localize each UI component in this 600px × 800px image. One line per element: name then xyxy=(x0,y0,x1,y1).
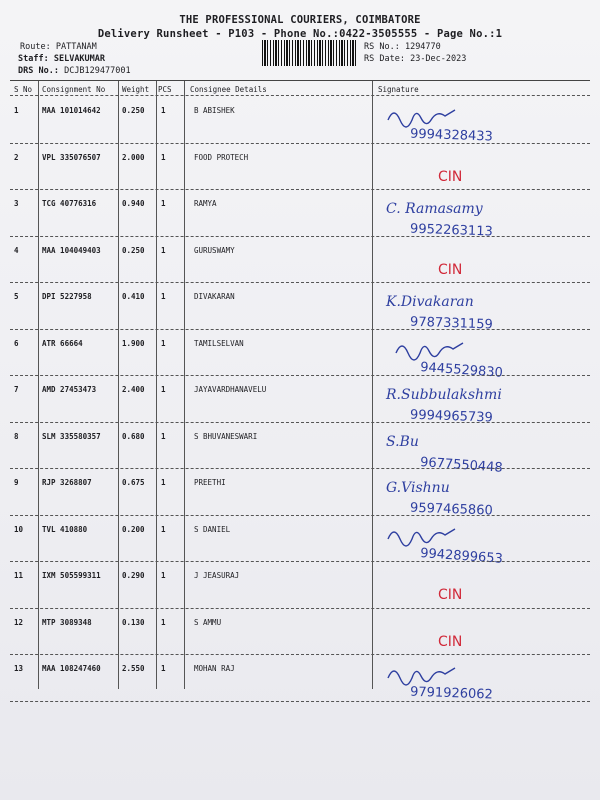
column-header-pcs: PCS xyxy=(158,85,172,94)
row-weight: 1.900 xyxy=(122,338,145,348)
row-consignee: DIVAKARAN xyxy=(194,292,235,301)
row-pcs: 1 xyxy=(161,152,166,162)
signature-name: K.Divakaran xyxy=(386,294,474,310)
row-sno: 11 xyxy=(14,571,24,580)
row-sno: 12 xyxy=(14,617,24,627)
row-pcs: 1 xyxy=(161,292,166,301)
signature-phone: 9787331159 xyxy=(409,314,493,333)
row-separator xyxy=(10,515,590,516)
staff-label: Staff: xyxy=(18,54,49,64)
row-consignment-no: SLM 335580357 xyxy=(42,431,101,441)
signature-phone: 9994965739 xyxy=(409,407,493,426)
signature-phone: 9677550448 xyxy=(419,454,504,476)
row-pcs: 1 xyxy=(161,199,166,208)
row-consignee: FOOD PROTECH xyxy=(194,152,249,162)
row-sno: 8 xyxy=(14,431,19,441)
signature-phone: 9445529830 xyxy=(419,359,504,381)
row-pcs: 1 xyxy=(161,385,166,394)
rs-no-field xyxy=(364,42,441,52)
row-consignee: MOHAN RAJ xyxy=(194,664,235,673)
signature-stroke xyxy=(388,110,455,127)
row-consignment-no: MTP 3089348 xyxy=(42,617,92,627)
route-field xyxy=(20,42,97,52)
row-separator xyxy=(10,561,590,562)
row-sno: 7 xyxy=(14,385,19,394)
route-label: Route: xyxy=(20,42,51,52)
column-divider xyxy=(118,81,119,689)
document-subtitle: Delivery Runsheet - P103 - Phone No.:0422-3505555 - Page No.:1 xyxy=(97,28,503,40)
column-divider xyxy=(372,81,373,689)
row-separator xyxy=(10,468,590,469)
row-pcs: 1 xyxy=(161,524,166,534)
row-consignee: GURUSWAMY xyxy=(194,245,235,255)
row-pcs: 1 xyxy=(161,431,166,441)
row-consignee: TAMILSELVAN xyxy=(194,338,244,348)
signature-stroke xyxy=(388,529,455,546)
row-weight: 0.250 xyxy=(122,106,145,115)
row-consignment-no: MAA 101014642 xyxy=(42,106,101,115)
cin-mark: CIN xyxy=(438,168,463,185)
row-pcs: 1 xyxy=(161,106,166,115)
handwritten-signature xyxy=(380,656,590,712)
row-sno: 10 xyxy=(14,524,24,534)
row-separator xyxy=(10,236,590,237)
row-consignee: PREETHI xyxy=(194,478,226,487)
row-pcs: 1 xyxy=(161,478,166,487)
row-consignee: RAMYA xyxy=(194,199,217,208)
row-weight: 2.000 xyxy=(122,152,145,162)
drs-label: DRS No.: xyxy=(18,66,59,76)
column-header-sno: S No xyxy=(14,85,33,94)
row-weight: 0.200 xyxy=(122,524,145,534)
row-separator xyxy=(10,654,590,655)
drs-field xyxy=(18,66,131,76)
staff-field xyxy=(18,54,105,64)
signature-stroke xyxy=(388,668,455,685)
row-consignee: S AMMU xyxy=(194,617,222,627)
row-consignment-no: TCG 40776316 xyxy=(42,199,97,208)
signature-name: G.Vishnu xyxy=(386,480,450,496)
row-weight: 0.130 xyxy=(122,617,145,627)
signature-name: R.Subbulakshmi xyxy=(386,387,502,403)
row-weight: 0.940 xyxy=(122,199,145,208)
row-separator xyxy=(10,701,590,702)
row-sno: 1 xyxy=(14,106,19,115)
row-signature xyxy=(380,656,590,712)
column-divider xyxy=(38,81,39,689)
row-separator xyxy=(10,282,590,283)
row-weight: 2.550 xyxy=(122,664,145,673)
row-weight: 0.410 xyxy=(122,292,145,301)
row-sno: 4 xyxy=(14,245,19,255)
rs-date-field xyxy=(364,54,466,64)
row-weight: 0.250 xyxy=(122,245,145,255)
drs-value: DCJB129477001 xyxy=(64,66,131,76)
row-pcs: 1 xyxy=(161,571,166,580)
signature-phone: 9942899653 xyxy=(419,545,504,567)
row-consignment-no: DPI 5227958 xyxy=(42,292,92,301)
row-consignment-no: AMD 27453473 xyxy=(42,385,97,394)
row-consignee: S BHUVANESWARI xyxy=(194,431,258,441)
row-pcs: 1 xyxy=(161,338,166,348)
row-consignee: S DANIEL xyxy=(194,524,231,534)
signature-name: S.Bu xyxy=(386,433,419,450)
cin-mark: CIN xyxy=(438,587,463,603)
signature-stroke xyxy=(396,343,463,360)
row-sno: 9 xyxy=(14,478,19,487)
column-header-weight: Weight xyxy=(122,85,150,94)
row-separator xyxy=(10,375,590,376)
signature-phone: 9994328433 xyxy=(409,126,494,145)
column-header-consignment: Consignment No xyxy=(42,85,106,94)
row-weight: 0.680 xyxy=(122,431,145,441)
rs-no-label: RS No.: xyxy=(364,42,400,52)
row-consignee: J JEASURAJ xyxy=(194,571,240,580)
row-consignment-no: VPL 335076507 xyxy=(42,152,101,162)
column-divider xyxy=(184,81,185,689)
signature-phone: 9597465860 xyxy=(409,500,493,519)
cin-mark: CIN xyxy=(438,633,463,650)
row-separator xyxy=(10,329,590,330)
row-separator xyxy=(10,189,590,190)
row-weight: 0.675 xyxy=(122,478,145,487)
row-consignment-no: MAA 108247460 xyxy=(42,664,101,673)
staff-value: SELVAKUMAR xyxy=(53,54,106,64)
row-consignment-no: TVL 410880 xyxy=(42,524,88,534)
row-weight: 0.290 xyxy=(122,571,145,580)
column-divider xyxy=(156,81,157,689)
document-title: THE PROFESSIONAL COURIERS, COIMBATORE xyxy=(179,14,421,26)
row-consignment-no: MAA 104049403 xyxy=(42,245,101,255)
rs-date-value: 23-Dec-2023 xyxy=(410,54,467,64)
barcode xyxy=(262,40,358,66)
cin-mark: CIN xyxy=(438,261,463,278)
row-sno: 13 xyxy=(14,664,24,673)
row-sno: 3 xyxy=(14,199,19,208)
signature-phone: 9791926062 xyxy=(409,684,494,703)
row-sno: 5 xyxy=(14,292,19,301)
rs-no-value: 1294770 xyxy=(404,42,441,52)
row-consignment-no: RJP 3268807 xyxy=(42,478,92,487)
row-consignee: JAYAVARDHANAVELU xyxy=(194,385,267,394)
column-header-signature: Signature xyxy=(378,85,419,94)
row-consignment-no: IXM 505599311 xyxy=(42,571,101,580)
row-sno: 2 xyxy=(14,152,19,162)
row-separator xyxy=(10,143,590,144)
column-header-consignee: Consignee Details xyxy=(190,85,267,94)
signature-phone: 9952263113 xyxy=(409,221,493,240)
row-pcs: 1 xyxy=(161,617,166,627)
row-separator xyxy=(10,608,590,609)
row-pcs: 1 xyxy=(161,245,166,255)
row-weight: 2.400 xyxy=(122,385,145,394)
table-top-rule xyxy=(10,80,590,81)
signature-name: C. Ramasamy xyxy=(386,201,483,217)
row-pcs: 1 xyxy=(161,664,166,673)
row-consignee: B ABISHEK xyxy=(194,106,235,115)
row-consignment-no: ATR 66664 xyxy=(42,338,83,348)
table-header-rule xyxy=(10,95,590,96)
route-value: PATTANAM xyxy=(55,42,97,52)
rs-date-label: RS Date: xyxy=(364,54,405,64)
row-separator xyxy=(10,422,590,423)
row-sno: 6 xyxy=(14,338,19,348)
